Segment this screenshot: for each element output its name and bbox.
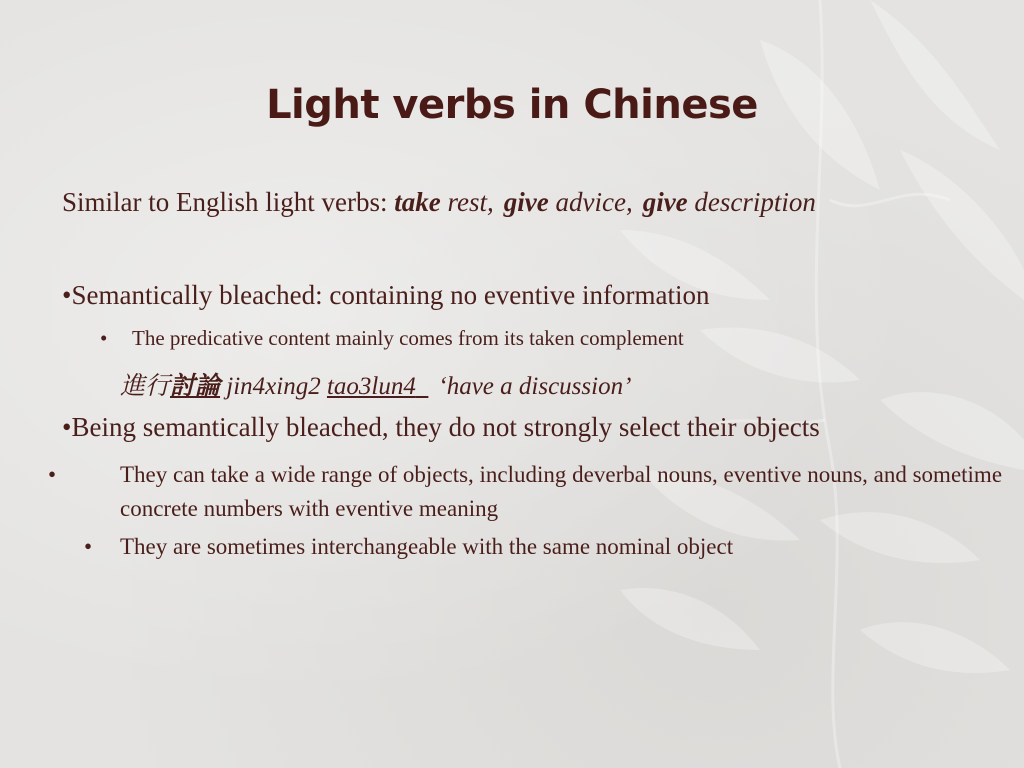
example-object-description: description xyxy=(687,187,816,217)
example-object-rest: rest, xyxy=(440,187,494,217)
bullet-2-text: Being semantically bleached, they do not strongly select their objects xyxy=(71,412,820,442)
bullet-1 xyxy=(62,280,710,311)
bullet-2 xyxy=(62,412,820,443)
chinese-plain: 進行 xyxy=(120,373,171,400)
pinyin-jinxing: jin4xing2 xyxy=(220,373,327,400)
bullet-2-marker: • xyxy=(62,412,72,442)
bullet-1-sub-text: The predicative content mainly comes from its taken complement xyxy=(132,326,684,350)
bullet-1-text: Semantically bleached: containing no eventive information xyxy=(71,280,710,310)
bullet-1-marker: • xyxy=(62,280,72,310)
chinese-underlined: 討論 xyxy=(170,373,221,400)
example-object-advice: advice, xyxy=(548,187,633,217)
bullet-2-sub-2-text: They are sometimes interchangeable with the same nominal object xyxy=(120,534,734,559)
bullet-2-sub-2-marker: • xyxy=(84,534,93,559)
example-verb-take: take xyxy=(394,187,441,217)
example-verb-give-1: give xyxy=(503,187,549,217)
chinese-example xyxy=(120,366,631,402)
bullet-2-sub-1-text: They can take a wide range of objects, including deverbal nouns, eventive nouns, and sometime concrete numbers with eventive meaning xyxy=(120,462,1003,521)
bullet-2-sub-1 xyxy=(48,458,1010,526)
slide-title: Light verbs in Chinese xyxy=(266,82,758,128)
bullet-2-sub-2 xyxy=(84,534,733,560)
bullet-2-sub-1-marker: • xyxy=(48,462,57,487)
bullet-1-sub-marker: • xyxy=(100,326,108,350)
intro-prefix: Similar to English light verbs: xyxy=(62,187,395,217)
example-verb-give-2: give xyxy=(642,187,688,217)
intro-line xyxy=(62,187,816,218)
bullet-1-sub xyxy=(100,326,684,351)
gloss: ‘have a discussion’ xyxy=(438,373,632,400)
pinyin-taolun: tao3lun4 xyxy=(326,373,416,400)
